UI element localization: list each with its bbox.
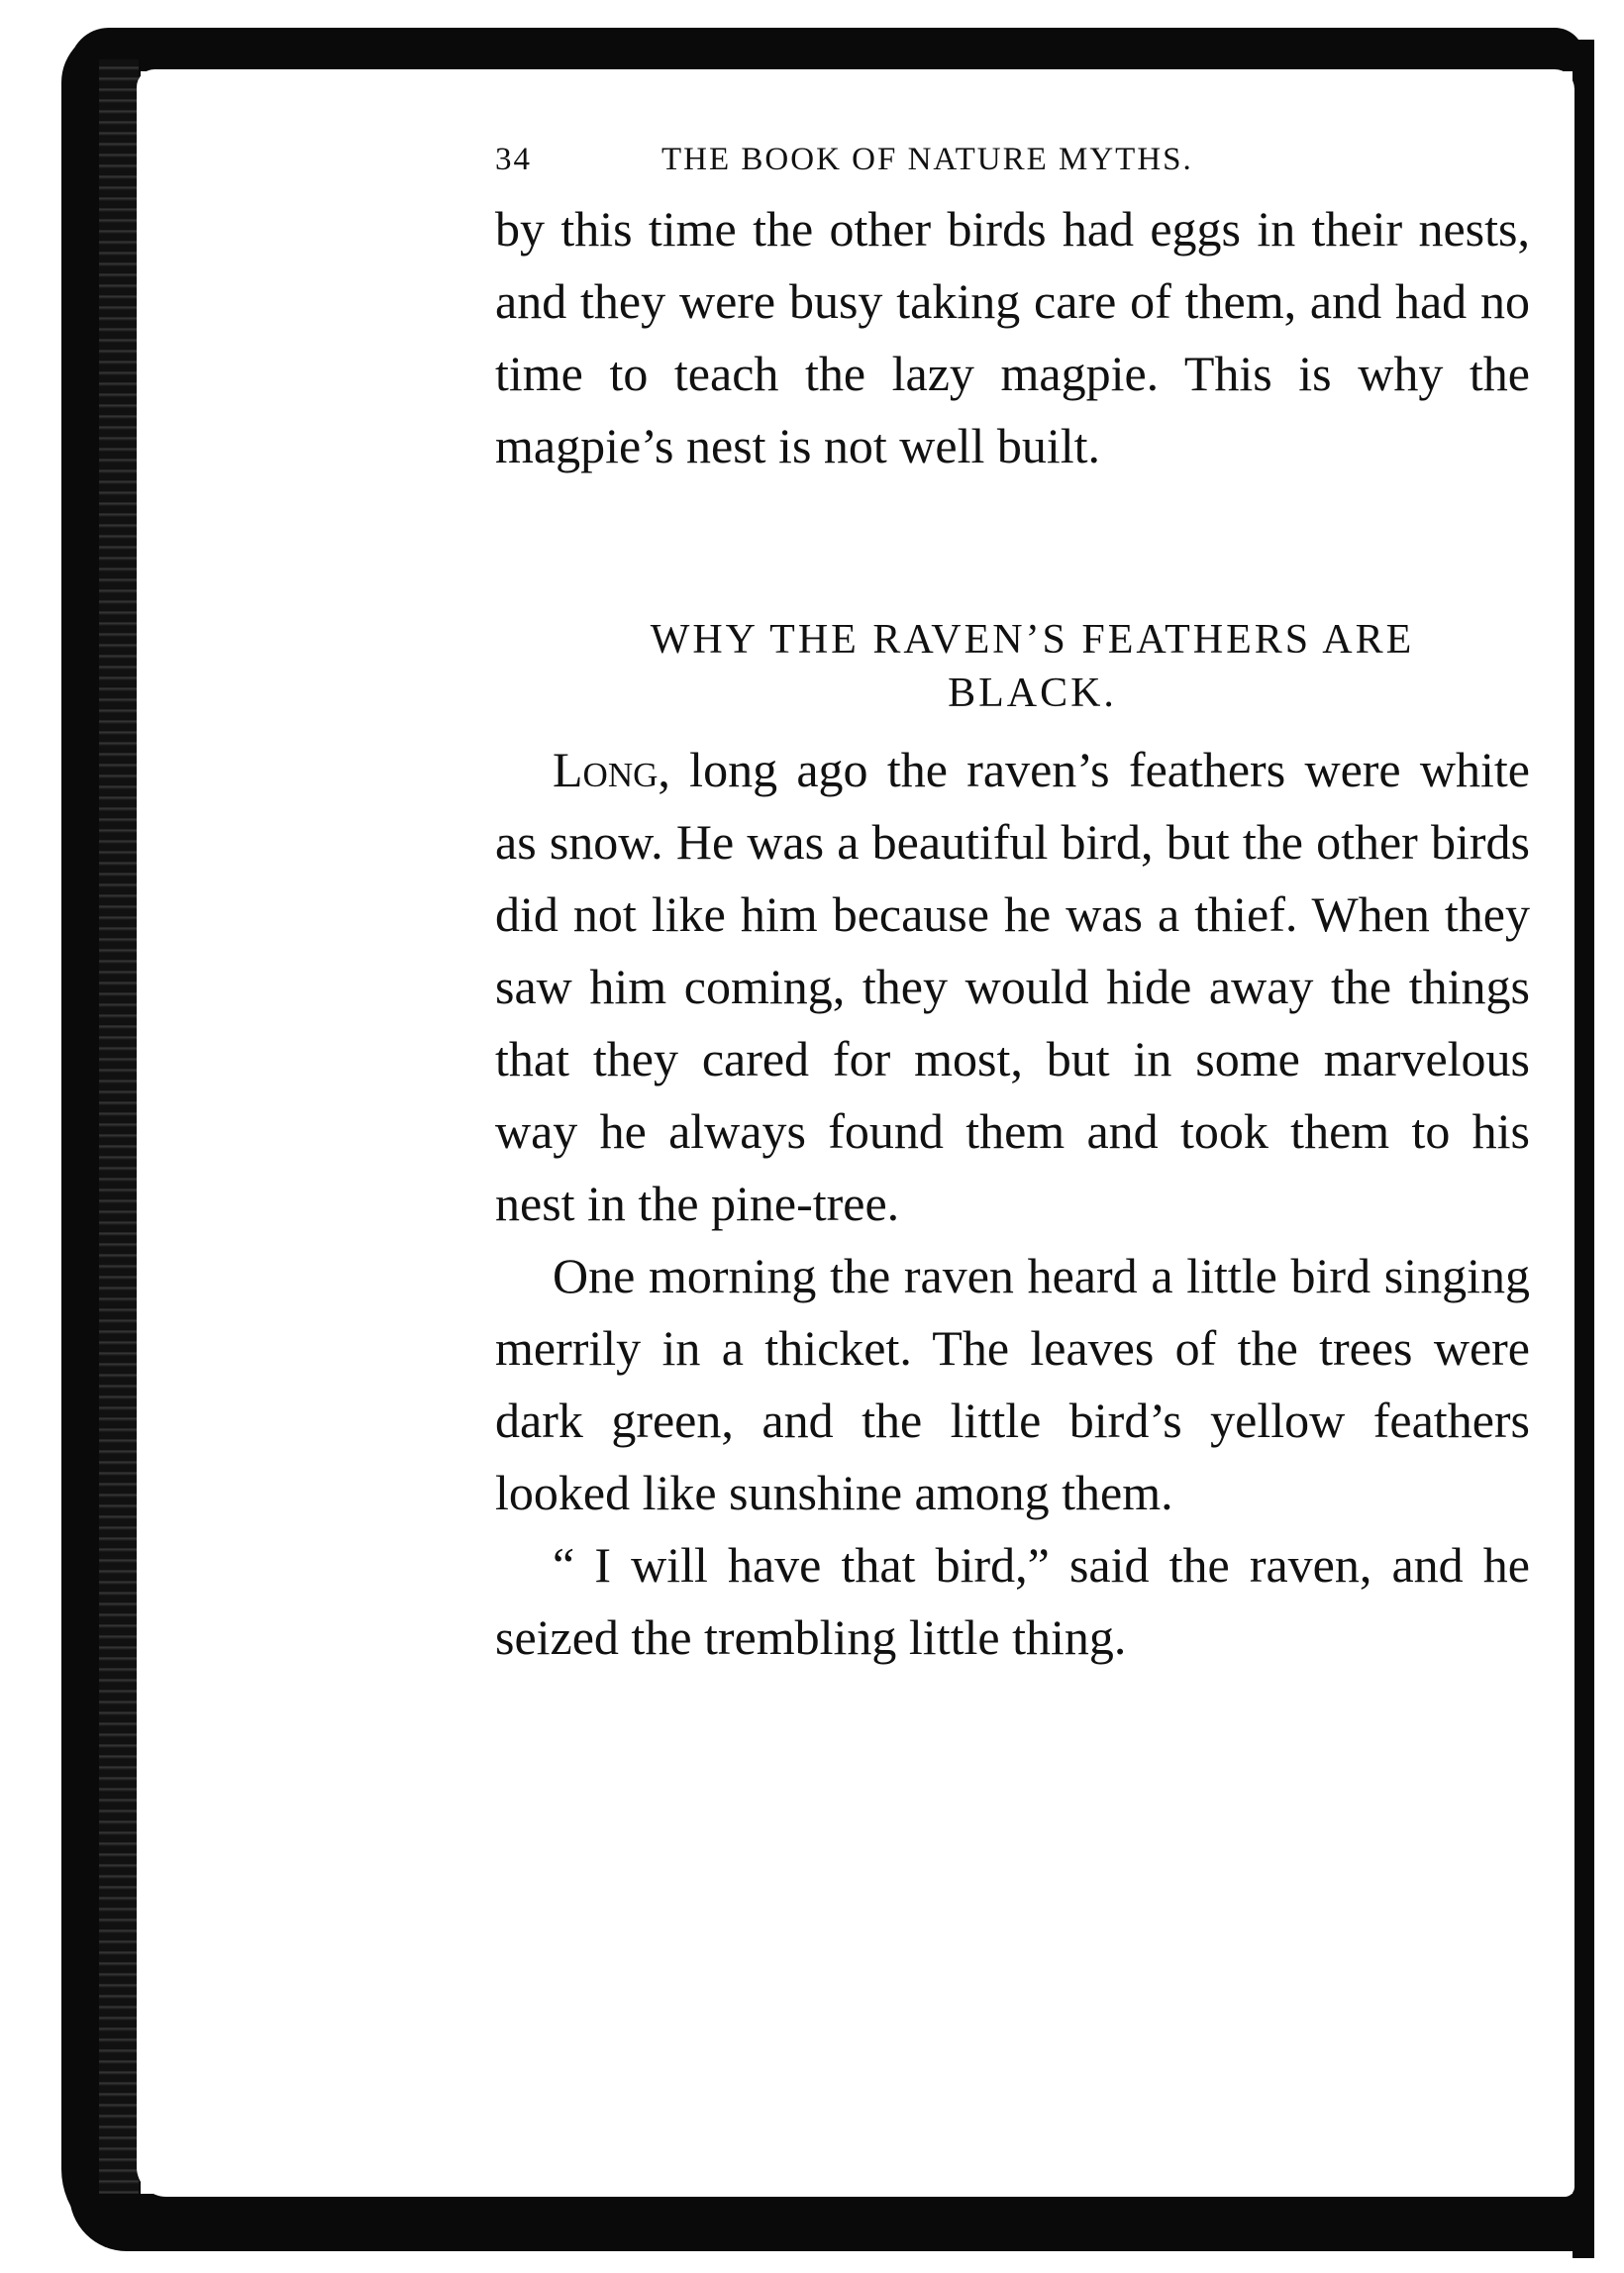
paragraph-2: One morning the raven heard a little bird singing merrily in a thicket. The leaves of the trees were dark green, and the little bird’s yellow feathers looked like sunshine among them. [495, 1248, 1530, 1520]
paragraph-1 [495, 734, 1530, 1240]
paragraph-1-lead: Long, [553, 742, 670, 797]
scan-border-bottom [69, 2194, 1594, 2251]
page-number: 34 [495, 142, 532, 177]
scan-border-right [1573, 40, 1594, 2258]
running-head [495, 134, 1530, 183]
paragraph-3: “ I will have that bird,” said the raven, and he seized the trembling little thing. [495, 1537, 1530, 1665]
section-heading [495, 613, 1530, 720]
paragraph-1-text: long ago the raven’s feathers were white as snow. He was a beautiful bird, but the other birds did not like him because he was a thief. When they saw him coming, they would hide away the things that they cared for most, but in some marvelous way he always found them and took them to his nest in the pine-tree. [495, 742, 1530, 1231]
section-heading-line-2: BLACK. [948, 671, 1117, 716]
book-spine-texture [99, 59, 139, 2199]
scan-border-top [69, 28, 1584, 71]
continued-paragraph: by this time the other birds had eggs in their nests, and they were busy taking care of them, and had no time to teach the lazy magpie. This is why the magpie’s nest is not well built. [495, 201, 1530, 473]
page-content [495, 134, 1530, 1674]
section-heading-line-1: WHY THE RAVEN’S FEATHERS ARE [650, 617, 1415, 663]
running-title: THE BOOK OF NATURE MYTHS. [661, 142, 1193, 177]
